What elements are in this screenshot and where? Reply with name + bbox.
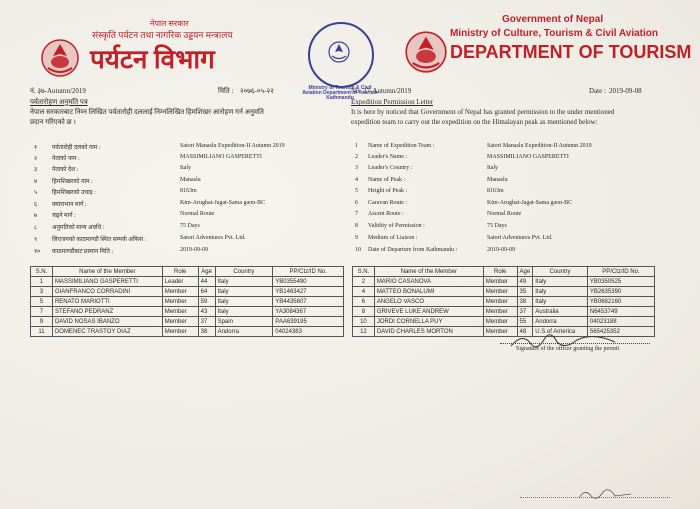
table-row	[31, 317, 344, 327]
cell-sn: 7	[31, 307, 53, 317]
detail-value: Satori Adventures Pvt. Ltd.	[487, 235, 553, 241]
cell-sn: 1	[31, 277, 53, 287]
table-row	[31, 297, 344, 307]
cell-age: 44	[198, 277, 215, 287]
cell-name: DAVID CHARLES MORTON	[374, 327, 483, 337]
detail-label: Ascent Route :	[368, 211, 404, 217]
detail-label: काठमाण्डौबाट प्रस्थान मिति :	[52, 249, 114, 255]
detail-number: 10	[355, 247, 361, 253]
left-intro-line-2: प्रदान गरिएको छ ।	[30, 118, 76, 126]
cell-country: Andorra	[215, 327, 273, 337]
detail-value: 8163m	[180, 188, 197, 194]
detail-value: MASSIMILIANO GASPERETTI	[487, 154, 569, 160]
table-header-row	[353, 267, 655, 277]
detail-number: ४	[34, 179, 38, 185]
cell-age: 43	[198, 307, 215, 317]
table-row	[31, 327, 344, 337]
np-department: पर्यटन विभाग	[90, 45, 215, 74]
detail-number: १०	[34, 249, 41, 255]
cell-country: U.S.of America	[533, 327, 588, 337]
cell-id: YB4435607	[273, 297, 344, 307]
members-table-left	[30, 266, 344, 337]
cell-id: 04023188	[587, 317, 654, 327]
cell-sn: 11	[31, 327, 53, 337]
column-header-name: Name of the Member	[374, 267, 483, 277]
detail-number: ३	[34, 167, 38, 173]
cell-name: RENATO MARIOTTI	[52, 297, 162, 307]
cell-name: GIANFRANCO CORRADINI	[52, 287, 162, 297]
cell-age: 38	[198, 327, 215, 337]
column-header-role: Role	[162, 267, 198, 277]
table-row	[31, 287, 344, 297]
column-header-country: Country	[215, 267, 273, 277]
cell-role: Member	[162, 297, 198, 307]
detail-value: 75 Days	[487, 223, 507, 229]
cell-name: DOMENEC TRASTOY DIAZ	[52, 327, 162, 337]
cell-sn: 8	[353, 307, 375, 317]
cell-id: YB0682160	[587, 297, 654, 307]
cell-role: Member	[162, 327, 198, 337]
nepal-emblem-left	[40, 38, 80, 78]
column-header-name: Name of the Member	[52, 267, 162, 277]
detail-number: ५	[34, 190, 38, 196]
en-ministry: Ministry of Culture, Tourism & Civil Aviation	[450, 28, 658, 39]
en-government: Government of Nepal	[502, 14, 604, 25]
column-header-sn: S.N.	[353, 267, 375, 277]
detail-number: 9	[355, 235, 358, 241]
detail-number: 2	[355, 154, 358, 160]
right-date-label: Date :	[589, 87, 606, 95]
left-ref-number: नं. ३७-Autumn/2019	[30, 87, 86, 95]
stamp-text: Ministry of Tourism & Civil Aviation Department of Tourism Kathmandu	[302, 85, 378, 101]
cell-name: STEFANO PEDRANZ	[52, 307, 162, 317]
detail-number: 6	[355, 200, 358, 206]
table-row	[31, 307, 344, 317]
detail-number: 5	[355, 188, 358, 194]
table-row	[353, 317, 655, 327]
detail-label: चढ्ने मार्ग :	[52, 213, 76, 219]
cell-sn: 5	[31, 297, 53, 307]
cell-country: Italy	[215, 277, 273, 287]
column-header-country: Country	[533, 267, 588, 277]
cell-sn: 9	[31, 317, 53, 327]
cell-age: 48	[517, 327, 533, 337]
cell-age: 64	[198, 287, 215, 297]
table-row	[353, 297, 655, 307]
cell-id: 04024383	[273, 327, 344, 337]
detail-label: Name of Expedition Team :	[368, 143, 435, 149]
cell-sn: 3	[31, 287, 53, 297]
detail-label: Leader's Country :	[368, 165, 413, 171]
cell-sn: 2	[353, 277, 375, 287]
np-ministry: संस्कृति पर्यटन तथा नागरिक उड्डयन मन्त्रालय	[92, 30, 233, 40]
detail-label: Leader's Name :	[368, 154, 408, 160]
detail-label: Date of Departure from Kathmandu :	[368, 247, 458, 253]
cell-age: 59	[198, 297, 215, 307]
detail-value: 8163m	[487, 188, 504, 194]
table-row	[353, 277, 655, 287]
detail-label: Medium of Liaison :	[368, 235, 418, 241]
detail-value: Ktm-Arughat-Jagat-Sama gaon-BC	[487, 200, 573, 206]
cell-country: Italy	[215, 297, 273, 307]
cell-age: 37	[517, 307, 533, 317]
detail-label: Caravan Route :	[368, 200, 407, 206]
cell-country: Andorra	[533, 317, 588, 327]
left-date-value: २०७६-०५-२२	[240, 87, 274, 95]
table-header-row	[31, 267, 344, 277]
stamp-emblem	[327, 40, 351, 64]
right-date-value: 2019-09-08	[609, 87, 642, 95]
column-header-role: Role	[483, 267, 517, 277]
detail-value: Manaslu	[180, 177, 201, 183]
cell-country: Italy	[533, 297, 588, 307]
cell-name: MARIO CASANOVA	[374, 277, 483, 287]
nepal-emblem-right	[404, 30, 448, 74]
cell-name: MASSIMILIANO GASPERETTI	[52, 277, 162, 287]
cell-role: Leader	[162, 277, 198, 287]
detail-value: 75 Days	[180, 223, 200, 229]
detail-value: Satori Manaslu Expedition-II Autumn 2019	[487, 143, 592, 149]
cell-role: Member	[162, 317, 198, 327]
detail-number: ९	[34, 237, 38, 243]
table-row	[353, 307, 655, 317]
detail-value: Italy	[487, 165, 498, 171]
cell-role: Member	[162, 287, 198, 297]
table-row	[353, 287, 655, 297]
en-department: DEPARTMENT OF TOURISM	[450, 42, 692, 62]
detail-value: MASSIMILIANO GASPERETTI	[180, 154, 262, 160]
cell-age: 55	[517, 317, 533, 327]
detail-value: Satori Manaslu Expedition-II Autumn 2019	[180, 143, 285, 149]
cell-id: N6453749	[587, 307, 654, 317]
members-table-right	[352, 266, 655, 337]
detail-label: नेताको नाम :	[52, 156, 80, 162]
cell-name: JORDI CORNELLA PUY	[374, 317, 483, 327]
cell-country: Italy	[533, 287, 588, 297]
detail-label: Height of Peak :	[368, 188, 408, 194]
detail-value: Italy	[180, 165, 191, 171]
cell-role: Member	[483, 317, 517, 327]
detail-number: ६	[34, 202, 38, 208]
cell-age: 38	[517, 297, 533, 307]
detail-label: हिमशिखरको नाम :	[52, 179, 93, 185]
cell-id: YA3084367	[273, 307, 344, 317]
cell-id: 565425352	[587, 327, 654, 337]
detail-number: 3	[355, 165, 358, 171]
column-header-age: Age	[517, 267, 533, 277]
cell-age: 49	[517, 277, 533, 287]
right-intro-line-1: It is here by noticed that Government of Nepal has granted permission to the under mentioned	[351, 108, 615, 116]
cell-role: Member	[483, 327, 517, 337]
detail-value: 2019-09-09	[487, 247, 515, 253]
detail-number: ८	[34, 225, 38, 231]
cell-id: PAA639195	[273, 317, 344, 327]
cell-country: Italy	[215, 307, 273, 317]
cell-role: Member	[483, 307, 517, 317]
detail-label: Validity of Permission :	[368, 223, 425, 229]
detail-label: हिमशिखरको उचाइ :	[52, 190, 96, 196]
right-permit-title: Expedition Permission Letter	[351, 98, 434, 106]
cell-age: 35	[517, 287, 533, 297]
detail-value: Satori Adventures Pvt. Ltd.	[180, 235, 246, 241]
detail-value: Manaslu	[487, 177, 508, 183]
cell-sn: 4	[353, 287, 375, 297]
detail-number: १	[34, 145, 38, 151]
cell-role: Member	[162, 307, 198, 317]
cell-id: YB2635390	[587, 287, 654, 297]
detail-value: Normal Route	[487, 211, 522, 217]
cell-sn: 10	[353, 317, 375, 327]
detail-label: नेताको देश :	[52, 167, 79, 173]
cell-role: Member	[483, 297, 517, 307]
column-header-sn: S.N.	[31, 267, 53, 277]
detail-value: Normal Route	[180, 211, 215, 217]
detail-label: Name of Peak :	[368, 177, 406, 183]
cell-name: DAVID NOSAS IBANZO	[52, 317, 162, 327]
signature-line	[500, 343, 650, 344]
detail-value: Ktm-Arughat-Jagat-Sama gaon-BC	[180, 200, 266, 206]
detail-value: 2019-09-09	[180, 247, 208, 253]
np-government-small: नेपाल सरकार	[150, 19, 189, 28]
cell-age: 37	[198, 317, 215, 327]
right-ref-number: No. 37-Autumn/2019	[351, 87, 412, 95]
signature-caption: Signature of the officer granting the permit	[516, 346, 620, 352]
detail-number: 1	[355, 143, 358, 149]
detail-number: ७	[34, 213, 38, 219]
cell-sn: 12	[353, 327, 375, 337]
cell-id: YB0350525	[587, 277, 654, 287]
cell-name: MATTEO BONALUMI	[374, 287, 483, 297]
cell-country: Italy	[215, 287, 273, 297]
cell-role: Member	[483, 277, 517, 287]
cell-country: Spain	[215, 317, 273, 327]
detail-label: क्याराभान मार्ग :	[52, 202, 87, 208]
left-date-label: मिति :	[218, 87, 234, 95]
column-header-id: PP/Ctz/ID No.	[273, 267, 344, 277]
handwritten-mark	[575, 486, 635, 504]
detail-number: 8	[355, 223, 358, 229]
left-intro-line-1: नेपाल सरकारबाट निम्न लिखित पर्वतारोही दललाई निम्नलिखित हिमशिखर आरोहण गर्न अनुमति	[30, 108, 264, 116]
detail-number: 4	[355, 177, 358, 183]
cell-name: ANGELO VASCO	[374, 297, 483, 307]
cell-name: GRIVEVE LUKE ANDREW	[374, 307, 483, 317]
column-header-age: Age	[198, 267, 215, 277]
bottom-dotted-line	[520, 497, 670, 498]
cell-id: YB0355490	[273, 277, 344, 287]
cell-id: YB1463427	[273, 287, 344, 297]
detail-label: पर्वतारोही दलको नाम :	[52, 145, 101, 151]
cell-sn: 6	[353, 297, 375, 307]
detail-label: लिएजनको काठमाण्डौ स्थित सम्पर्क अफिस :	[52, 237, 147, 243]
column-header-id: PP/Ctz/ID No.	[587, 267, 654, 277]
right-intro-line-2: expedition team to carry out the expedition on the Himalayan peak as mentioned below:	[351, 118, 598, 126]
detail-label: अनुमतिको मान्य अवधि :	[52, 225, 105, 231]
cell-country: Australia	[533, 307, 588, 317]
detail-number: 7	[355, 211, 358, 217]
table-row	[31, 277, 344, 287]
cell-country: Italy	[533, 277, 588, 287]
cell-role: Member	[483, 287, 517, 297]
left-permit-title: पर्वतारोहण अनुमति पत्र	[30, 98, 88, 106]
detail-number: २	[34, 156, 38, 162]
